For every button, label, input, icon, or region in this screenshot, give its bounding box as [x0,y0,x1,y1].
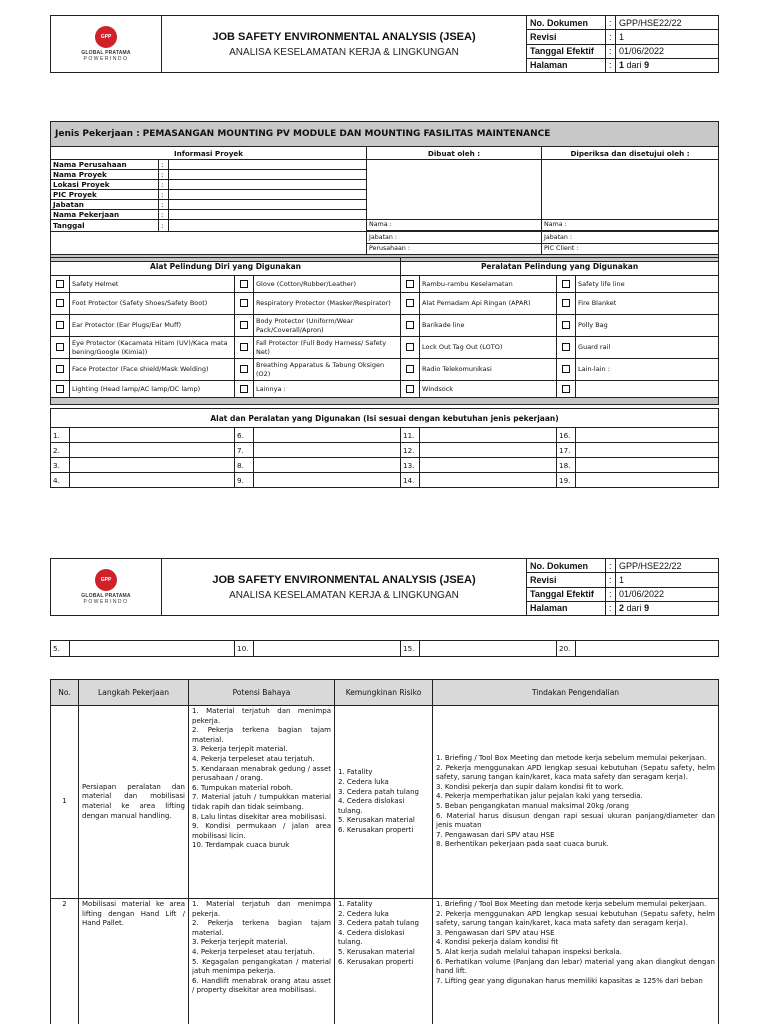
risk-item: 5. Kerusakan material [338,947,415,956]
control-item: 5. Beban pengangkatan manual maksimal 20kg /orang [436,802,629,810]
doc-no-value: GPP/HSE22/22 [616,16,719,30]
position-field[interactable] [169,200,367,210]
hazard-item: 6. Handlift menabrak orang atau asset / property disekitar area mobilisasi. [192,976,331,995]
risk-item: 5. Kerusakan material [338,816,415,825]
hazard-item: 9. Kondisi permukaan / jalan area mobilisasi licin. [192,822,331,840]
control-item: 7. Lifting gear yang digunakan harus memiliki kapasitas ≥ 125% dari beban [436,976,703,985]
checked-by-signature[interactable] [542,160,719,220]
col-header-step: Langkah Pekerjaan [79,680,189,706]
document-title: JOB SAFETY ENVIRONMENTAL ANALYSIS (JSEA) [212,30,476,43]
hazard-item: 1. Material terjatuh dan menimpa pekerja. [192,900,331,918]
table-row: 1 Persiapan peralatan dan material dan mobilisasi material ke area lifting dengan manual handling. 1. Material terjatuh dan menimpa pekerja. 2. Pekerja terkena bagian tajam material. 3. Pekerja terjepit material. 4. Pekerja terpeleset atau terjatuh. 5. Kendaraan menabrak gedung / asset perusahaan / orang. 6. Tumpukan material roboh. 7. Material jatuh / tumpukkan material tidak rapih dan tidak seimbang. 8. Lalu lintas disekitar area mobilisasi. 9. Kondisi permukaan / jalan area mobilisasi licin. 10. Terdampak cuaca buruk 1. Fatality 2. Cedera luka 3. Cedera patah tulang 4. Cedera dislokasi tulang. 5. Kerusakan material 6. Kerusakan properti 1. Briefing / Tool Box Meeting dan metode kerja sebelum memulai pekerjaan. 2. Pekerja menggunakan APD lengkap sesuai kebutuhan (Sepatu safety, helm safety, sarung tangan kain/karet, kaca mata safety dan seragam kerja). 3. Kondisi pekerja dan supir dalam kondisi fit to work. 4. Pekerja memperhatikan jalur pejalan kaki yang tersedia. 5. Beban pengangkatan manual maksimal 20kg /orang 6. Material harus disusun dengan rapi sesuai ukuran panjang/diameter dan jenis muatan 7. Pengawasan dari SPV atau HSE 8. Berhentikan pekerjaan pada saat cuaca buruk. [51,706,719,899]
col-header-risk: Kemungkinan Risiko [335,680,433,706]
ppe-section: Alat Pelindung Diri yang Digunakan Peralatan Pelindung yang Digunakan Safety Helmet Glove (Cotton/Rubber/Leather) Rambu-rambu Keselamatan Safety life line Foot Protector (Safety Shoes/Safety Boot) Respiratory Protector (Masker/Respirator) Alat Pemadam Api Ringan (APAR) Fire Blanket Ear Protector (Ear Plugs/Ear Muff) Body Protector (Uniform/Wear Pack/Coverall/Apron) Barikade line Polly Bag Eye Protector (Kacamata Hitam (UV)/Kaca mata bening/Google (Kimia)) Fall Protector (Full Body Harness/ Safety Net) Lock Out Tag Out (LOTO) Guard rail Face Protector (Face shield/Mask Welding) Breathing Apparatus & Tabung Oksigen (O2) Radio Telekomunikasi Lain-lain : Lighting (Head lamp/AC lamp/DC lamp) Lainnya : Windsock [50,257,719,405]
company-name-field[interactable] [169,160,367,170]
company-logo [51,16,162,73]
ppe-checkbox[interactable] [240,321,248,329]
ppe-checkbox[interactable] [562,343,570,351]
ppe-checkbox[interactable] [406,321,414,329]
control-item: 6. Material harus disusun dengan rapi sesuai ukuran panjang/diameter dan jenis muatan [436,811,715,830]
project-info-section: Jenis Pekerjaan : PEMASANGAN MOUNTING PV MODULE DAN MOUNTING FASILITAS MAINTENANCE Informasi Proyek Dibuat oleh : Diperiksa dan disetujui oleh : Nama Perusahaan : Nama Proyek : Lokasi Proyek : PIC Proyek : Jabatan : Nama Pekerjaan : Tanggal : Nama : Nama : Jabatan : Perusahaan : Jabatan : PIC Client : [50,121,719,262]
risk-item: 1. Fatality [338,768,373,777]
hazard-item: 5. Kendaraan menabrak gedung / asset perusahaan / orang. [192,764,331,783]
hazard-item: 8. Lalu lintas disekitar area mobilisasi. [192,812,327,821]
table-row: 2 Mobilisasi material ke area lifting dengan Hand Lift / Hand Pallet. 1. Material terjatuh dan menimpa pekerja. 2. Pekerja terkena bagian tajam material. 3. Pekerja terjepit material. 4. Pekerja terpeleset atau terjatuh. 5. Kegagalan pengangkatan / material jatuh menimpa pekerja. 6. Handlift menabrak orang atau asset / property disekitar area mobilisasi. 1. Fatality 2. Cedera luka 3. Cedera patah tulang 4. Cedera dislokasi tulang. 5. Kerusakan material 6. Kerusakan properti 1. Briefing / Tool Box Meeting dan metode kerja sebelum memulai pekerjaan. 2. Pekerja menggunakan APD lengkap sesuai kebutuhan (Sepatu safety, helm safety, sarung tangan kain/karet, kaca mata safety dan seragam kerja). 3. Pengawasan dari SPV atau HSE 4. Kondisi pekerja dalam kondisi fit 5. Alat kerja sudah melalui tahapan inspeksi berkala. 6. Perhatikan volume (Panjang dan lebar) material yang akan diangkut dengan hand lift. 7. Lifting gear yang digunakan harus memiliki kapasitas ≥ 125% dari beban [51,899,719,1024]
hazard-item: 3. Pekerja terjepit material. [192,745,288,754]
ppe-checkbox[interactable] [56,299,64,307]
hazard-item: 4. Pekerja terpeleset atau terjatuh. [192,754,315,763]
ppe-checkbox[interactable] [240,365,248,373]
logo-company-line2: POWERINDO [83,56,129,62]
made-by-signature[interactable] [367,160,542,220]
ppe-checkbox[interactable] [240,299,248,307]
ppe-checkbox[interactable] [562,280,570,288]
revision-value: 1 [616,30,719,44]
ppe-checkbox[interactable] [562,365,570,373]
control-item: 6. Perhatikan volume (Panjang dan lebar) material yang akan diangkut dengan hand lift. [436,957,715,976]
col-header-control: Tindakan Pengendalian [433,680,719,706]
ppe-checkbox[interactable] [562,299,570,307]
ppe-checkbox[interactable] [406,365,414,373]
control-item: 4. Kondisi pekerja dalam kondisi fit [436,938,559,947]
col-header-no: No. [51,680,79,706]
hazard-item: 1. Material terjatuh dan menimpa pekerja. [192,707,331,725]
risk-item: 1. Fatality [338,900,373,908]
ppe-checkbox[interactable] [562,321,570,329]
risk-item: 2. Cedera luka [338,778,389,787]
col-header-hazard: Potensi Bahaya [189,680,335,706]
document-header-page-1: GPP GLOBAL PRATAMA POWERINDO JOB SAFETY ENVIRONMENTAL ANALYSIS (JSEA) ANALISA KESELAMATAN KERJA & LINGKUNGAN No. Dokumen : GPP/HSE22/22 Revisi : 1 Tanggal Efektif : 01/06/2022 Halaman : 1 dari 9 [50,15,719,73]
hazard-item: 7. Material jatuh / tumpukkan material tidak rapih dan tidak seimbang. [192,793,331,811]
project-location-field[interactable] [169,180,367,190]
ppe-checkbox[interactable] [56,343,64,351]
project-name-field[interactable] [169,170,367,180]
ppe-checkbox[interactable] [406,299,414,307]
ppe-checkbox[interactable] [56,365,64,373]
ppe-checkbox[interactable] [56,385,64,393]
logo-mark: GPP [95,26,117,48]
control-item: 2. Pekerja menggunakan APD lengkap sesuai kebutuhan (Sepatu safety, helm safety, sarung tangan kain/karet, kaca mata safety dan seragam kerja). [436,763,715,782]
checked-by-details: Nama : [542,220,719,232]
ppe-checkbox[interactable] [240,343,248,351]
ppe-checkbox[interactable] [240,385,248,393]
page-number: 1 dari 9 [616,58,719,72]
hazard-item: 2. Pekerja terkena bagian tajam material. [192,726,331,744]
company-logo: GPP GLOBAL PRATAMA POWERINDO [51,559,162,616]
project-pic-field[interactable] [169,190,367,200]
doc-no-label: No. Dokumen [527,16,606,30]
control-item: 1. Briefing / Tool Box Meeting dan metode kerja sebelum memulai pekerjaan. [436,754,707,763]
hazard-item: 4. Pekerja terpeleset atau terjatuh. [192,947,315,956]
job-type-row: Jenis Pekerjaan : PEMASANGAN MOUNTING PV MODULE DAN MOUNTING FASILITAS MAINTENANCE [51,122,719,147]
control-item: 5. Alat kerja sudah melalui tahapan inspeksi berkala. [436,947,622,956]
control-item: 3. Kondisi pekerja dan supir dalam kondisi fit to work. [436,782,624,791]
risk-item: 4. Cedera dislokasi tulang. [338,797,405,815]
risk-item: 6. Kerusakan properti [338,957,414,966]
jsa-table [50,679,719,1024]
risk-item: 4. Cedera dislokasi tulang. [338,928,405,947]
ppe-checkbox[interactable] [56,280,64,288]
control-item: 3. Pengawasan dari SPV atau HSE [436,928,555,937]
hazard-item: 2. Pekerja terkena bagian tajam material. [192,919,331,937]
hazard-item: 3. Pekerja terjepit material. [192,938,288,947]
date-field[interactable] [169,220,367,232]
hazard-item: 10. Terdampak cuaca buruk [192,841,290,850]
made-by-details: Nama : [367,220,542,232]
ppe-checkbox[interactable] [240,280,248,288]
job-type-value: PEMASANGAN MOUNTING PV MODULE DAN MOUNTING FASILITAS MAINTENANCE [142,128,551,139]
ppe-checkbox[interactable] [56,321,64,329]
control-item: 1. Briefing / Tool Box Meeting dan metode kerja sebelum memulai pekerjaan. [436,900,707,908]
job-name-field[interactable] [169,210,367,220]
document-subtitle: ANALISA KESELAMATAN KERJA & LINGKUNGAN [229,46,459,58]
control-item: 4. Pekerja memperhatikan jalur pejalan kaki yang tersedia. [436,792,643,801]
effective-date-value: 01/06/2022 [616,44,719,58]
ppe-checkbox[interactable] [406,343,414,351]
ppe-checkbox[interactable] [406,280,414,288]
page-number: 2 dari 9 [616,601,719,615]
hazard-item: 6. Tumpukan material roboh. [192,783,293,792]
risk-item: 3. Cedera patah tulang [338,787,419,796]
ppe-checkbox[interactable] [562,385,570,393]
document-header-page-2: GPP GLOBAL PRATAMA POWERINDO JOB SAFETY ENVIRONMENTAL ANALYSIS (JSEA) ANALISA KESELAMATAN KERJA & LINGKUNGAN No. Dokumen : GPP/HSE22/22 Revisi : 1 Tanggal Efektif : 01/06/2022 Halaman : 2 dari 9 [50,558,719,616]
logo-company-line1: GLOBAL PRATAMA [81,50,131,56]
tools-section-continued: 5. 10. 15. 20. [50,640,719,657]
hazard-item: 5. Kegagalan pengangkatan / material jatuh menimpa pekerja. [192,957,331,976]
risk-item: 3. Cedera patah tulang [338,919,419,928]
risk-item: 6. Kerusakan properti [338,825,414,834]
control-item: 7. Pengawasan dari SPV atau HSE [436,830,555,839]
risk-item: 2. Cedera luka [338,909,389,918]
control-item: 2. Pekerja menggunakan APD lengkap sesuai kebutuhan (Sepatu safety, helm safety, sarung tangan kain/karet, kaca mata safety dan seragam kerja). [436,909,715,928]
ppe-checkbox[interactable] [406,385,414,393]
tools-section: Alat dan Peralatan yang Digunakan (Isi sesuai dengan kebutuhan jenis pekerjaan) 1. 6. 11. 16. 2. 7. 12. 17. 3. 8. 13. 18. 4. 9. 14. 19. [50,408,719,488]
control-item: 8. Berhentikan pekerjaan pada saat cuaca buruk. [436,840,609,849]
